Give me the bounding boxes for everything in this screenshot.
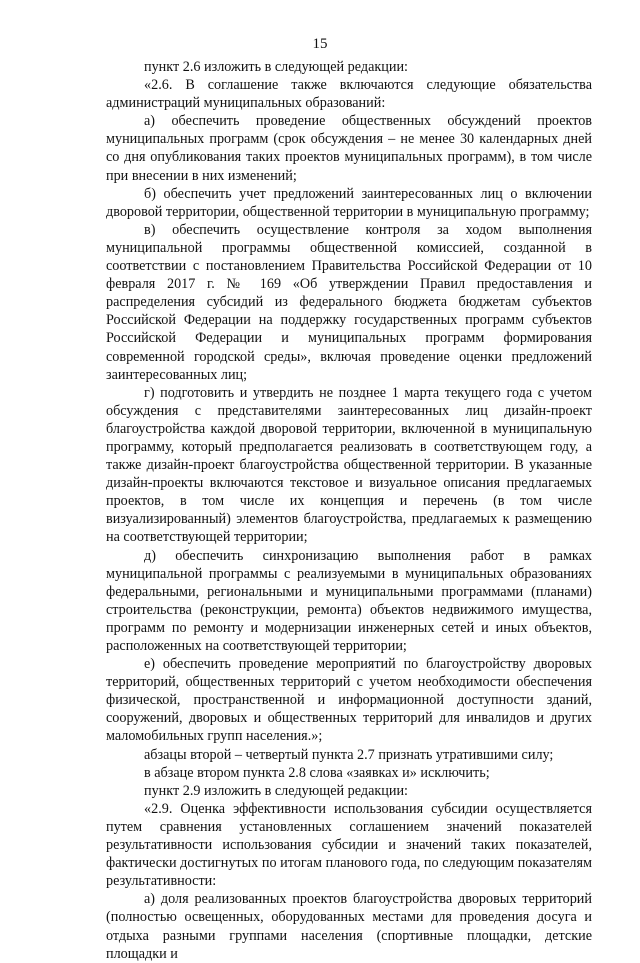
paragraph-2-6-g: г) подготовить и утвердить не позднее 1 марта текущего года с учетом обсуждения с представителями заинтересованных лиц дизайн-проект благоустройства каждой дворовой территории, включенной в муниципальную программу, который предполагается реализовать в соответствующем году, а также дизайн-проект благоустройства общественной территории. В указанные дизайн-проекты включаются текстовое и визуальное описания предлагаемых проектов, в том числе их концепция и перечень (в том числе визуализированный) элементов благоустройства, предлагаемых к размещению на соответствующей территории; — [106, 384, 592, 546]
paragraph-2-6-d: д) обеспечить синхронизацию выполнения работ в рамках муниципальной программы с реализуемыми в муниципальных образованиях федеральными, региональными и муниципальными программами (планами) строительства (реконструкции, ремонта) объектов недвижимого имущества, программ по ремонту и модернизации инженерных сетей и иных объектов, расположенных на соответствующей территории; — [106, 547, 592, 654]
page-number: 15 — [312, 36, 328, 52]
paragraph-intro-2-6: пункт 2.6 изложить в следующей редакции: — [144, 59, 408, 75]
paragraph-intro-2-9: пункт 2.9 изложить в следующей редакции: — [144, 782, 408, 799]
paragraph-2-6-a: а) обеспечить проведение общественных обсуждений проектов муниципальных программ (срок обсуждения – не менее 30 календарных дней со дня опубликования таких проектов муниципальных программ), в том числе при внесении в них изменений; — [106, 113, 592, 184]
paragraph-2-8: в абзаце втором пункта 2.8 слова «заявках и» исключить; — [144, 764, 490, 781]
paragraph-2-6-e: е) обеспечить проведение мероприятий по благоустройству дворовых территорий, общественных территорий с учетом необходимости обеспечения физической, пространственной и информационной доступности зданий, сооружений, дворовых и общественных территорий для инвалидов и других маломобильных групп населения.»; — [106, 656, 592, 745]
paragraph-2-6: «2.6. В соглашение также включаются следующие обязательства администраций муниципальных образований: — [106, 77, 592, 112]
paragraph-2-6-b: б) обеспечить учет предложений заинтересованных лиц о включении дворовой территории, общественной территории в муниципальную программу; — [106, 185, 592, 220]
document-body — [106, 58, 592, 963]
paragraph-2-9-a: а) доля реализованных проектов благоустройства дворовых территорий (полностью освещенных, оборудованных местами для проведения досуга и отдыха разными группами населения (спортивные площадки, детские площадки и — [106, 891, 592, 962]
paragraph-2-7: абзацы второй – четвертый пункта 2.7 признать утратившими силу; — [144, 746, 554, 763]
paragraph-2-6-v: в) обеспечить осуществление контроля за ходом выполнения муниципальной программы общественной комиссией, созданной в соответствии с постановлением Правительства Российской Федерации от 10 февраля 2017 г. № 169 «Об утверждении Правил предоставления и распределения субсидий из федерального бюджета бюджетам субъектов Российской Федерации на поддержку государственных программ субъектов Российской Федерации и муниципальных программ формирования современной городской среды», включая проведение оценки предложений заинтересованных лиц; — [106, 221, 592, 383]
paragraph-2-9: «2.9. Оценка эффективности использования субсидии осуществляется путем сравнения установленных соглашением значений показателей результативности использования субсидии и значений таких показателей, фактически достигнутых по итогам планового года, по следующим показателям результативности: — [106, 800, 592, 890]
